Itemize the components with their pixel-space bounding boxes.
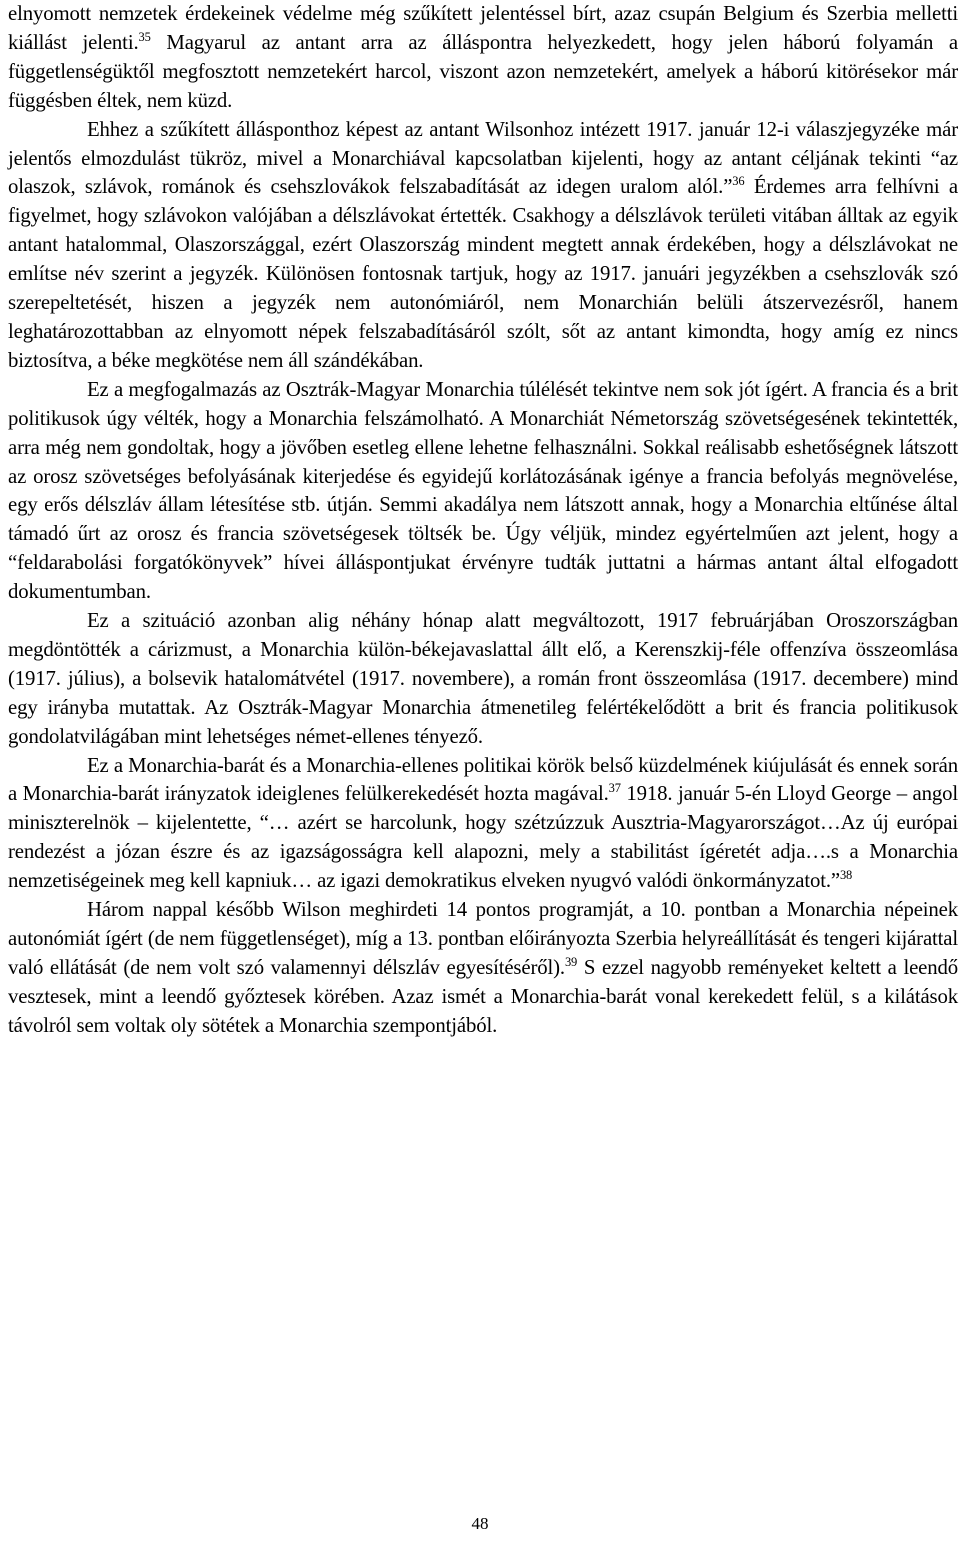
footnote-ref-37: 37 [608,781,621,796]
paragraph-1 [8,0,958,116]
paragraph-text: Ez a Monarchia-barát és a Monarchia-ellenes politikai körök belső küzdelmének kiújulását és ennek során a Monarchia-barát irányzatok ideiglenes felülkerekedését hozta magával. [8,753,958,806]
paragraph-text: elnyomott nemzetek érdekeinek védelme még szűkített jelentéssel bírt, azaz csupán Belgium és Szerbia melletti kiállást jelenti. [8,2,958,54]
paragraph-text: 1918. január 5-én Lloyd George – angol miniszterelnök – kijelentette, “… azért se harcolunk, hogy szétzúzzuk Ausztria-Magyarországot…Az új európai rendezést a józan észre és az igazságosságra kell alapozni, mely a stabilitást ígéretét adja….s a Monarchia nemzetiségeinek meg kell kapniuk… az igazi demokratikus elveken nyugvó valódi önkormányzatot.” [8,782,958,893]
paragraph-text: Ehhez a szűkített állásponthoz képest az antant Wilsonhoz intézett 1917. január 12-i válaszjegyzéke már jelentős elmozdulást tükröz, mivel a Monarchiával kapcsolatban kijelenti, hogy az antant céljának tekinti “az olaszok, szlávok, románok és csehszlovákok felszabadítását az idegen uralom alól.” [8,117,958,199]
paragraph-text: Ez a megfogalmazás az Osztrák-Magyar Monarchia túlélését tekintve nem sok jót ígért. A francia és a brit politikusok úgy vélték, hogy a Monarchia felszámolható. A Monarchiát Németország szövetségesének tekintették, arra még nem gondoltak, hogy a jövőben esetleg ellene lehetne felhasználni. Sokkal reálisabb eshetőségnek látszott az orosz szövetséges befolyásának kiterjedése és egyidejű korlátozásának igénye a francia befolyás megnövelése, egy erős délszláv állam létesítése stb. útján. Semmi akadálya nem látszott annak, hogy a Monarchia eltűnése által támadó űrt az orosz és francia szövetségesek töltsék be. Úgy véljük, mindez egyértelműen azt jelent, hogy a “feldarabolási forgatókönyvek” hívei álláspontjukat érvényre tudták juttatni a hármas antant által elfogadott dokumentumban. [8,377,958,604]
paragraph-4 [8,607,958,752]
paragraph-2 [8,116,958,376]
document-body [8,0,958,1041]
paragraph-text: Érdemes arra felhívni a figyelmet, hogy szlávokon valójában a délszlávokat értették. Csakhogy a délszlávok területi vitában álltak az egyik antant hatalommal, Olaszországgal, ezért Olaszország mindent megtett annak érdekében, hogy a délszlávokat ne említse név szerint a jegyzék. Különösen fontosnak tartjuk, hogy az 1917. januári jegyzékben a csehszlovák szó szerepeltetését, hiszen a jegyzék nem autonómiáról, nem Monarchián belüli átszervezésről, hanem leghatározottabban az elnyomott népek felszabadításáról szólt, sőt az antant kimondta, hogy amíg ez nincs biztosítva, a béke megkötése nem áll szándékában. [8,175,958,372]
paragraph-6 [8,896,958,1041]
paragraph-text: Magyarul az antant arra az álláspontra helyezkedett, hogy jelen háború folyamán a függetlenségüktől megfosztott nemzetekért harcol, viszont azon nemzetekért, amelyek a háború kitörésekor már függésben éltek, nem küzd. [8,30,958,112]
paragraph-text: Ez a szituáció azonban alig néhány hónap alatt megváltozott, 1917 februárjában Oroszországban megdöntötték a cárizmust, a Monarchia külön-békejavaslattal állt elő, a Kerenszkij-féle offenzíva összeomlása (1917. július), a bolsevik hatalomátvétel (1917. novembere), a román front összeomlása (1917. decembere) mind egy irányba mutattak. Az Osztrák-Magyar Monarchia átmenetileg felértékelődött a brit és francia politikusok gondolatvilágában mint lehetséges német-ellenes tényező. [8,609,958,748]
paragraph-text: S ezzel nagyobb reményeket keltett a leendő vesztesek, mint a leendő győztesek körében. Azaz ismét a Monarchia-barát vonal kerekedett felül, s a kilátások távolról sem voltak oly sötétek a Monarchia szempontjából. [8,955,958,1037]
footnote-ref-35: 35 [138,29,151,44]
paragraph-3 [8,376,958,607]
paragraph-5 [8,752,958,897]
footnote-ref-39: 39 [564,954,578,969]
footnote-ref-36: 36 [732,174,745,189]
paragraph-text: Három nappal később Wilson meghirdeti 14 pontos programját, a 10. pontban a Monarchia népeinek autonómiát ígért (de nem függetlenséget), míg a 13. pontban előirányozta Szerbia helyreállítását és tengeri kijárattal való ellátását (de nem volt szó valamennyi délszláv egyesítéséről). [8,898,958,979]
page-number: 48 [471,1514,489,1533]
footnote-ref-38: 38 [839,868,853,883]
